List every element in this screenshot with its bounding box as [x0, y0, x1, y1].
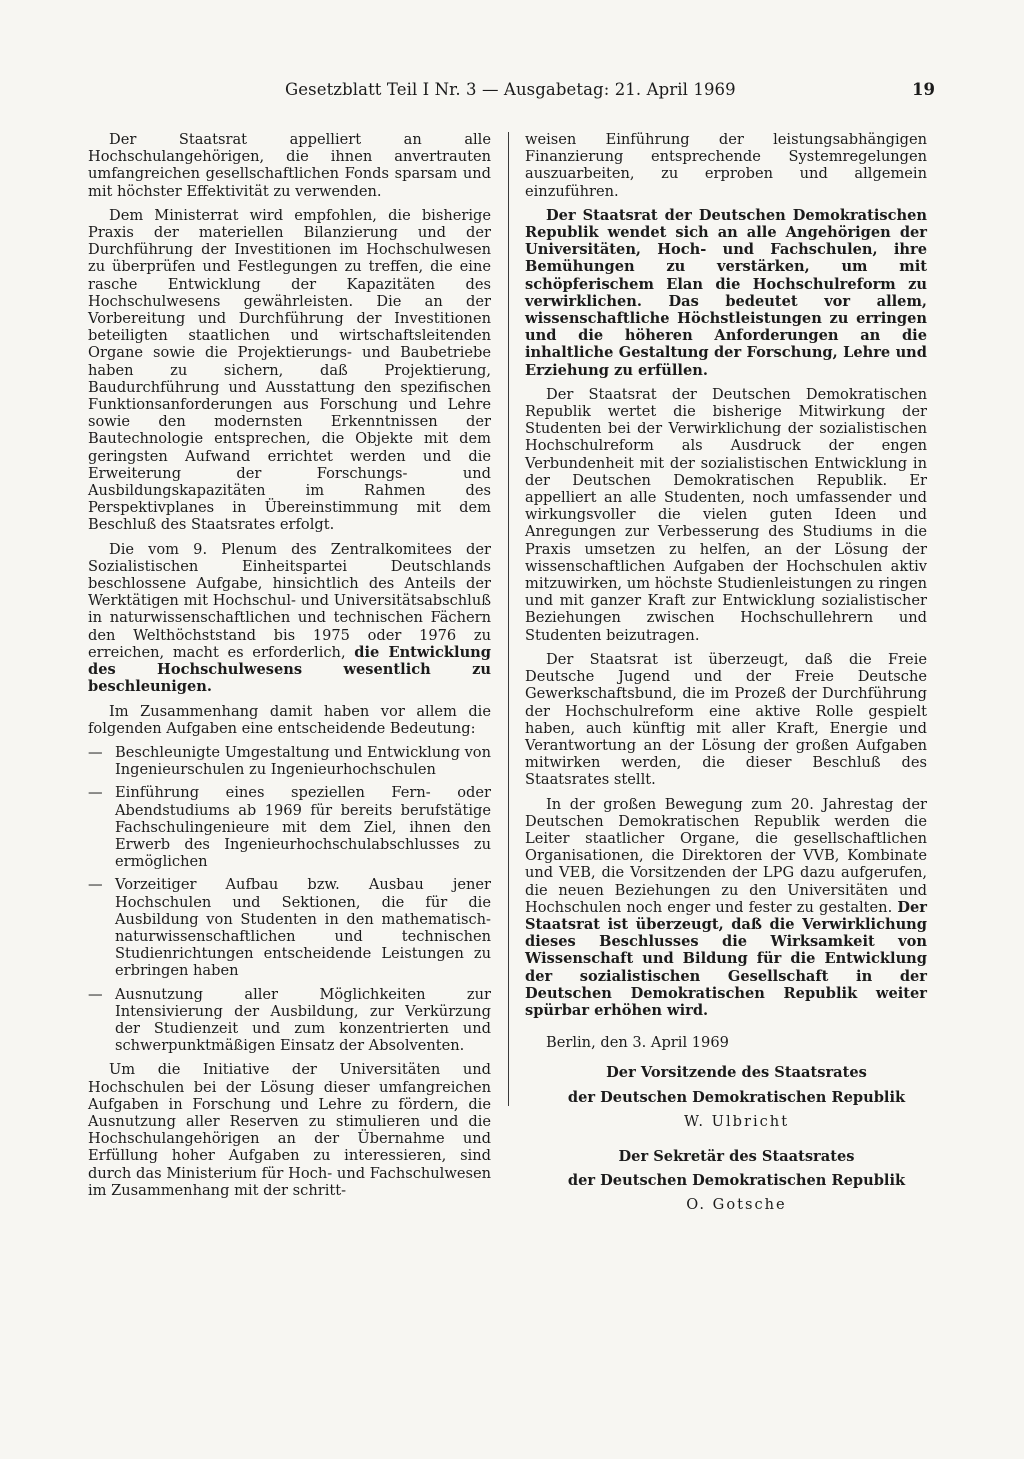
signatory-title: Der Sekretär des Staatsrates — [618, 1147, 855, 1165]
paragraph: Um die Initiative der Universitäten und Hochschulen bei der Lösung dieser umfangreichen Aufgaben in Forschung und Lehre zu fördern, die Ausnutzung aller Reserven zu stimulieren und die Hochschulangehörigen an der Übernahme und Erfüllung hoher Aufgaben zu interessieren, sind durch das Ministerium für Hoch- und Fachschulwesen im Zusammenhang mit der schritt- — [88, 1061, 491, 1199]
paragraph — [525, 796, 927, 1020]
list-item — [88, 876, 491, 979]
emphasis-text: Der Staatsrat ist überzeugt, daß die Verwirklichung dieses Beschlusses die Wirksamkeit von Wissenschaft und Bildung für die Entwicklung der sozialistischen Gesellschaft in der Deutschen Demokratischen Republik weiter spürbar erhöhen wird. — [525, 898, 927, 1019]
list-dash: — — [88, 784, 103, 802]
paragraph-text: Die vom 9. Plenum des Zentralkomitees der Sozialistischen Einheitspartei Deutschlands beschlossene Aufgabe, hinsichtlich des Anteils der Werktätigen mit Hochschul- und Universitätsabschluß in naturwissenschaftlichen und technischen Fächern den Welthöchststand bis 1975 oder 1976 zu erreichen, macht es erforderlich, — [88, 540, 491, 661]
task-list — [88, 744, 491, 1054]
paragraph: Der Staatsrat appelliert an alle Hochschulangehörigen, die ihnen anvertrauten umfangreichen gesellschaftlichen Fonds sparsam und mit höchster Effektivität zu verwenden. — [88, 131, 491, 200]
paragraph: Im Zusammenhang damit haben vor allem die folgenden Aufgaben eine entscheidende Bedeutung: — [88, 702, 491, 737]
signatory-title: der Deutschen Demokratischen Republik — [567, 1088, 906, 1106]
list-dash: — — [88, 876, 103, 894]
page-header — [275, 80, 935, 106]
signatory-name: O. Gotsche — [686, 1196, 787, 1214]
list-item — [88, 986, 491, 1055]
date-line: Berlin, den 3. April 1969 — [546, 1034, 729, 1052]
signatory-title: Der Vorsitzende des Staatsrates — [606, 1064, 867, 1082]
list-dash: — — [88, 743, 103, 761]
list-dash: — — [88, 985, 103, 1003]
right-column — [525, 131, 927, 1232]
emphasis-paragraph: Der Staatsrat der Deutschen Demokratischen Republik wendet sich an alle Angehörigen der Universitäten, Hoch- und Fachschulen, ihre Bemühungen zu verstärken, um mit schöpferischem Elan die Hochschulreform zu verwirklichen. Das bedeutet vor allem, wissenschaftliche Höchstleistungen zu erringen und die höheren Anforderungen an die inhaltliche Gestaltung der Forschung, Lehre und Erziehung zu erfüllen. — [525, 206, 927, 379]
list-item-text: Ausnutzung aller Möglichkeiten zur Intensivierung der Ausbildung, zur Verkürzung der Studienzeit und zum konzentrierten und schwerpunktmäßigen Einsatz der Absolventen. — [115, 985, 491, 1055]
list-item-text: Beschleunigte Umgestaltung und Entwicklung von Ingenieurschulen zu Ingenieurhochschulen — [115, 743, 491, 779]
signatory-name: W. Ulbricht — [683, 1112, 790, 1130]
paragraph: weisen Einführung der leistungsabhängigen Finanzierung entsprechende Systemregelungen auszuarbeiten, zu erproben und allgemein einzuführen. — [525, 131, 927, 200]
signature-block-chairman — [525, 1064, 927, 1130]
paragraph-text: In der großen Bewegung zum 20. Jahrestag der Deutschen Demokratischen Republik werden die Leiter staatlicher Organe, die gesellschaftlichen Organisationen, die Direktoren der VVB, Kombinate und VEB, die Vorsitzenden der LPG dazu aufgerufen, die neuen Beziehungen zu den Universitäten und Hochschulen noch enger und fester zu gestalten. — [525, 795, 927, 916]
paragraph: Der Staatsrat der Deutschen Demokratischen Republik wertet die bisherige Mitwirkung der Studenten bei der Verwirklichung der sozialistischen Hochschulreform als Ausdruck der engen Verbundenheit mit der sozialistischen Entwicklung in der Deutschen Demokratischen Republik. Er appelliert an alle Studenten, noch umfassender und wirkungsvoller die vielen guten Ideen und Anregungen zur Verbesserung des Studiums in die Praxis umsetzen zu helfen, an der Lösung der wissenschaftlichen Aufgaben der Hochschulen aktiv mitzuwirken, um höchste Studienleistungen zu ringen und mit ganzer Kraft zur Entwicklung sozialistischer Beziehungen zwischen Hochschullehrern und Studenten beizutragen. — [525, 385, 927, 644]
left-column — [88, 131, 491, 1206]
signature-block-secretary — [525, 1148, 927, 1214]
list-item — [88, 784, 491, 870]
column-divider — [508, 132, 509, 1106]
list-item-text: Einführung eines speziellen Fern- oder Abendstudiums ab 1969 für bereits berufstätige Fachschulingenieure mit dem Ziel, ihnen den Erwerb des Ingenieurhochschulabschlusses zu ermöglichen — [115, 784, 491, 871]
page-number: 19 — [912, 80, 935, 99]
paragraph — [88, 541, 491, 696]
running-header: Gesetzblatt Teil I Nr. 3 — Ausgabetag: 21. April 1969 — [285, 80, 736, 99]
list-item — [88, 744, 491, 778]
list-item-text: Vorzeitiger Aufbau bzw. Ausbau jener Hochschulen und Sektionen, die für die Ausbildung von Studenten in den mathematisch-naturwissenschaftlichen und technischen Studienrichtungen entscheidende Leistungen zu erbringen haben — [115, 876, 491, 980]
signatory-title: der Deutschen Demokratischen Republik — [567, 1172, 906, 1190]
paragraph: Der Staatsrat ist überzeugt, daß die Freie Deutsche Jugend und der Freie Deutsche Gewerkschaftsbund, die im Prozeß der Durchführung der Hochschulreform eine aktive Rolle gespielt haben, auch künftig mit aller Kraft, Energie und Verantwortung an der Lösung der großen Aufgaben mitwirken werden, die dieser Beschluß des Staatsrates stellt. — [525, 650, 927, 789]
emphasis-text: die Entwicklung des Hochschulwesens wesentlich zu beschleunigen. — [88, 643, 491, 696]
paragraph: Dem Ministerrat wird empfohlen, die bisherige Praxis der materiellen Bilanzierung und der Durchführung der Investitionen im Hochschulwesen zu überprüfen und Festlegungen zu treffen, die eine rasche Entwicklung der Kapazitäten des Hochschulwesens gewährleisten. Die an der Vorbereitung und Durchführung der Investitionen beteiligten staatlichen und wirtschaftsleitenden Organe sowie die Projektierungs- und Baubetriebe haben zu sichern, daß Projektierung, Baudurchführung und Ausstattung den spezifischen Funktionsanforderungen aus Forschung und Lehre sowie den modernsten Erkenntnissen der Bautechnologie entsprechen, die Objekte mit dem geringsten Aufwand errichtet werden und die Erweiterung der Forschungs- und Ausbildungskapazitäten im Rahmen des Perspektivplanes in Übereinstimmung mit dem Beschluß des Staatsrates erfolgt. — [88, 206, 491, 534]
